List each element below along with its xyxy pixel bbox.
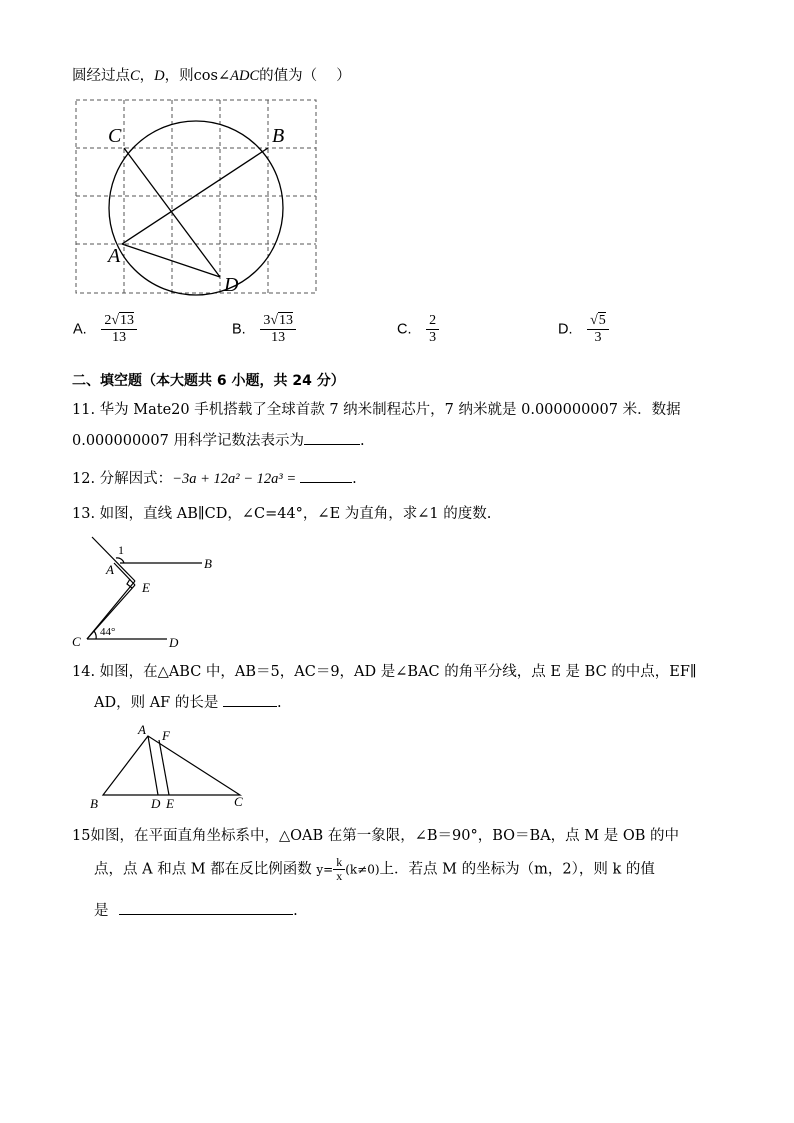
label-D: D (169, 635, 179, 650)
option-b[interactable]: B. $\frac{3√13}{13}$ (232, 313, 296, 346)
q15-function: $\frac{k}{x}$ (333, 856, 345, 883)
q14-figure (86, 722, 256, 814)
label-E: E (166, 796, 174, 811)
label-C: C (72, 634, 81, 649)
label-F: F (162, 728, 170, 743)
q12: 12. 分解因式：−3a + 12a² − 12a³ = . (72, 468, 357, 489)
q14-line1: 14. 如图，在△ABC 中，AB＝5，AC＝9，AD 是∠BAC 的角平分线，点 E 是 BC 的中点，EF∥ (72, 664, 697, 680)
q15-line1: 15如图，在平面直角坐标系中，△OAB 在第一象限，∠B＝90°，BO＝BA，点 M 是 OB 的中 (72, 828, 679, 844)
label-44: 44° (100, 626, 116, 638)
label-B: B (272, 125, 285, 147)
segment-AD (148, 736, 158, 795)
q14-line2: AD，则 AF 的长是 . (94, 692, 282, 713)
label-B: B (204, 556, 212, 571)
q11-answer-blank[interactable] (304, 430, 360, 445)
q11-line2: 0.000000007 用科学记数法表示为 . (72, 430, 365, 451)
triangle-ABC (103, 736, 240, 795)
q11-line1: 11. 华为 Mate20 手机搭载了全球首款 7 纳米制程芯片，7 纳米就是 0.000000007 米．数据 (72, 402, 681, 418)
option-b-value: $\frac{3√13}{13}$ (260, 313, 296, 346)
q14-answer-blank[interactable] (223, 692, 277, 707)
section-heading: 二、填空题（本大题共 6 小题，共 24 分） (72, 373, 345, 389)
option-c[interactable]: C. $\frac{2}{3}$ (397, 313, 439, 346)
q15-line3: 是 . (94, 900, 298, 921)
q12-answer-blank[interactable] (300, 468, 352, 483)
angle-C-arc (94, 631, 96, 639)
label-D: D (224, 274, 239, 296)
label-D: D (151, 796, 161, 811)
option-d[interactable]: D. $\frac{√5}{3}$ (558, 313, 609, 346)
label-1: 1 (118, 543, 124, 557)
label-A: A (138, 722, 146, 737)
q10-circle-figure (70, 96, 322, 301)
label-B: B (90, 796, 98, 811)
label-A: A (106, 562, 114, 577)
label-E: E (142, 580, 150, 595)
option-a-value: $\frac{2√13}{13}$ (101, 313, 137, 346)
label-C: C (108, 125, 122, 147)
q15-line2: 点，点 A 和点 M 都在反比例函数 y= $\frac{k}{x}$ (k≠0)上．若点 M 的坐标为（m，2），则 k 的值 (94, 855, 655, 883)
q15-answer-blank[interactable] (119, 900, 293, 915)
option-a[interactable]: A. $\frac{2√13}{13}$ (73, 313, 137, 346)
q13-figure (70, 532, 230, 650)
option-d-value: $\frac{√5}{3}$ (587, 313, 609, 346)
label-A: A (108, 245, 121, 267)
q12-expression: −3a + 12a² − 12a³ = (172, 471, 297, 487)
option-c-value: $\frac{2}{3}$ (426, 313, 439, 346)
q13-text: 13. 如图，直线 AB∥CD，∠C=44°，∠E 为直角，求∠1 的度数. (72, 506, 492, 522)
q10-stem: 圆经过点C，D，则cos∠ADC的值为（ ） (72, 68, 351, 84)
label-C: C (234, 794, 243, 809)
